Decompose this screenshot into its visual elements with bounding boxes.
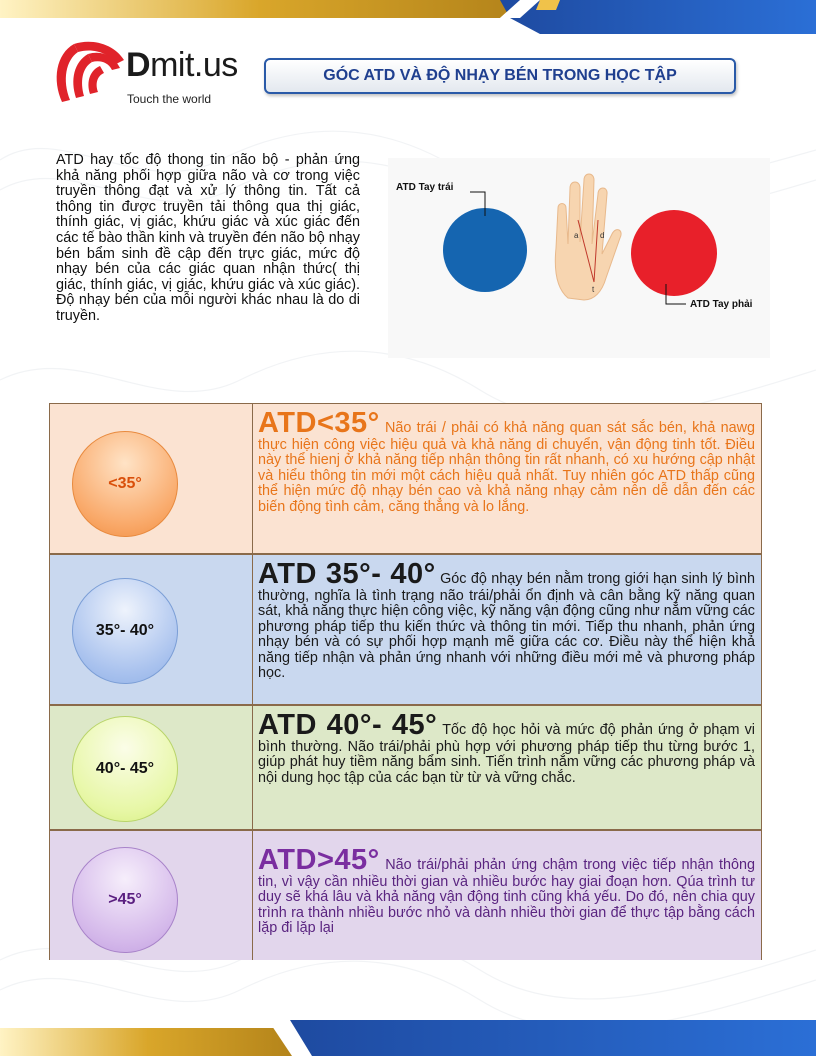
atd-figure xyxy=(388,158,770,358)
hand-icon xyxy=(555,174,621,300)
top-banner xyxy=(0,0,816,34)
right-hand-circle xyxy=(631,210,717,296)
letter-d: d xyxy=(600,231,605,240)
brand-logo-icon xyxy=(52,40,132,110)
badge-circle xyxy=(72,578,178,684)
row-heading: ATD>45° xyxy=(258,844,380,876)
letter-t: t xyxy=(592,285,595,294)
page-title: GÓC ATD VÀ ĐỘ NHẠY BÉN TRONG HỌC TẬP xyxy=(323,67,677,84)
badge-circle xyxy=(72,716,178,822)
atd-row-2 xyxy=(49,554,762,705)
right-hand-label: ATD Tay phải xyxy=(690,299,753,310)
bottom-banner xyxy=(0,1020,816,1056)
page-title-box xyxy=(264,58,736,94)
badge-circle xyxy=(72,431,178,537)
brand-name: Dmit.us xyxy=(126,46,238,84)
brand-tagline: Touch the world xyxy=(127,92,212,106)
badge-label: 35°- 40° xyxy=(95,622,155,639)
atd-row-3 xyxy=(49,705,762,830)
row-text: Não trái / phải có khả năng quan sát sắc bén, khả nawg thực hiện công việc hiệu quả và khả năng di chuyển, vận động tinh tốt. Điều này thể hienj ở khả năng tiếp nhận thông tin rất nhanh, có xu hướng cập nhật và hiểu thông tin mới một cách hiệu quả nhất. Tuy nhiên góc ATD thấp cũng thể hiện mức độ nhạy bén cao và khả năng nhạy cảm nên dễ dẫn đến các biến động tình cảm, căng thẳng và lo lắng. xyxy=(258,420,755,515)
row-description xyxy=(258,559,755,681)
row-description xyxy=(258,710,755,786)
atd-row-1 xyxy=(49,403,762,554)
left-hand-circle xyxy=(443,208,527,292)
left-hand-label: ATD Tay trái xyxy=(396,182,454,193)
row-text: Não trái/phải phản ứng chậm trong việc tiếp nhận thông tin, vì vậy cần nhiều thời gian và nhiều bước hay giai đoạn hơn. Qúa trình tư duy sẽ khá lâu và khả năng vận động tinh cũng khá yếu. Do đó, nên chia quy trình ra thành nhiều bước nhỏ và dành nhiều thời gian để thực tập bằng cách lặp đi lặp lại xyxy=(258,857,756,937)
row-heading: ATD 40°- 45° xyxy=(258,709,438,741)
badge-circle xyxy=(72,847,178,953)
row-heading: ATD<35° xyxy=(258,407,380,439)
row-text: Tốc độ học hỏi và mức độ phản ứng ở phạm vi bình thường. Não trái/phải phù hợp với phương pháp tiếp thu từng bước 1, giúp phát huy tiềm năng bẩm sinh. Tiến trình nắm vững các phương pháp và nội dung học tập của các bạn từ từ và vững chắc. xyxy=(258,722,755,786)
badge-label: 40°- 45° xyxy=(95,760,155,777)
atd-row-4 xyxy=(49,830,762,960)
row-heading: ATD 35°- 40° xyxy=(258,558,436,590)
row-description xyxy=(258,845,755,937)
row-description xyxy=(258,408,755,515)
row-text: Góc độ nhạy bén nằm trong giới hạn sinh lý bình thường, nghĩa là tình trạng não trái/phải ổn định và cân bằng kỹ năng quan sát, khả năng thực hiện công việc, kỹ năng vận động cũng như nắm vững các phương pháp tiếp thu kiến thức và thông tin mới. Tiếp thu nhanh, phản ứng nhạy bén và có sự phối hợp mạnh mẽ giữa các cơ. Điều này thể hiện khả năng tiếp nhận và phản ứng nhanh với những điều mới mẻ và phương pháp học. xyxy=(258,571,755,682)
intro-paragraph: ATD hay tốc độ thong tin não bộ - phản ứng khả năng phối hợp giữa não và cơ trong việc truyền thông đạt và xử lý thông tin. Tất cả thông tin được truyền tải thông qua thị giác, thính giác, vị giác, khứu giác và xúc giác đến các tế bào thần kinh và truyền đén não bộ nhạy bén bẩm sinh đề cập đến trực giác, mức độ nhạy bén của các giác quan nhận thức( thị giác, thính giác, vị giác, khứu giác và xúc giác). Độ nhạy bén của mỗi người khác nhau là do di truyền. xyxy=(56,152,360,324)
badge-label: >45° xyxy=(108,891,142,908)
letter-a: a xyxy=(574,231,579,240)
badge-label: <35° xyxy=(108,475,142,492)
